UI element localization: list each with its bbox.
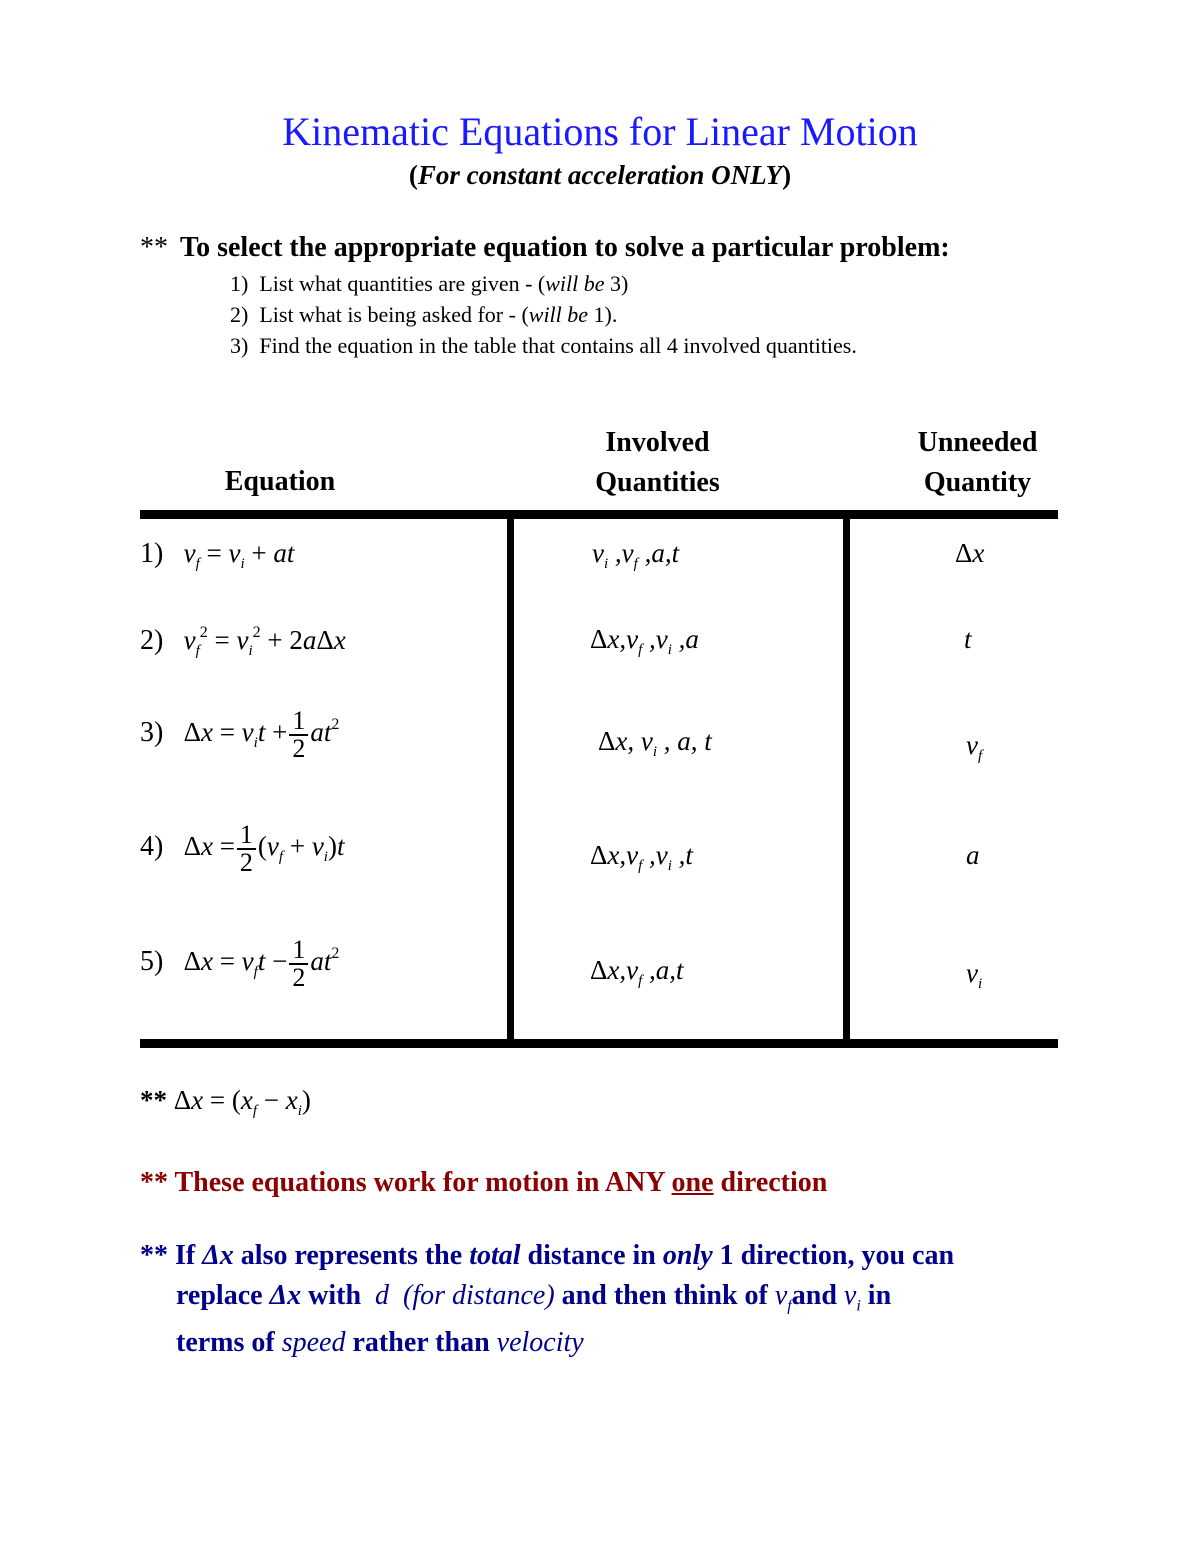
step-tail: 3) xyxy=(604,271,629,296)
note-stars: ** xyxy=(140,1085,167,1115)
note-direction xyxy=(140,1165,827,1201)
steps-list xyxy=(230,268,857,361)
step-tail: 1). xyxy=(588,302,618,327)
table-row-unneeded: a xyxy=(966,840,980,870)
vi-symbol: v xyxy=(843,1280,857,1311)
table-row-unneeded: $v_f$ xyxy=(966,730,983,764)
table-row-equation: 1) $v_f = v_i$ + at xyxy=(140,538,295,572)
distance-parenthetical: (for distance) xyxy=(403,1280,555,1311)
row-number: 5) xyxy=(140,946,164,978)
table-row-equation: 4) Δx = $\frac{1}{2}$ $(v_f + v_i)t$ xyxy=(140,820,345,877)
vf-subscript: f xyxy=(787,1297,792,1315)
note-displacement: ** $\Delta x = (x_f - x_i)$ xyxy=(140,1085,311,1119)
subtitle-close-paren: ) xyxy=(782,160,792,190)
header-unneeded-line2: Quantity xyxy=(923,467,1032,498)
note-direction-text: These equations work for motion in ANY xyxy=(174,1167,672,1198)
step-text: List what is being asked for - ( xyxy=(259,302,529,327)
table-row-involved: $v_i$ $,v_f$ ,a,t xyxy=(592,538,680,572)
emphasis-total: total xyxy=(469,1240,521,1271)
header-unneeded xyxy=(870,423,1085,503)
emphasis-speed: speed xyxy=(281,1326,346,1358)
step-text: List what quantities are given - ( xyxy=(259,271,546,296)
header-involved-line2: Quantities xyxy=(595,467,720,498)
header-involved xyxy=(545,423,770,503)
table-row-involved: $\Delta x,v_f$ $,v_i$ ,t xyxy=(590,840,693,874)
table-row-involved: Δx, $v_i$ , a, t xyxy=(598,726,712,760)
fraction-half: $\frac{1}{2}$ xyxy=(237,822,256,876)
table-row-unneeded: Δx xyxy=(955,538,985,568)
text-span: in xyxy=(860,1280,892,1311)
step-item xyxy=(230,299,857,330)
text-span: with xyxy=(301,1280,369,1311)
text-span: replace xyxy=(176,1280,270,1311)
note-distance xyxy=(140,1238,1140,1361)
step-text: Find the equation in the table that contains all 4 involved quantities. xyxy=(259,333,857,358)
fraction-half: $\frac{1}{2}$ xyxy=(289,937,308,991)
text-span: also represents the xyxy=(233,1240,470,1271)
page-title: Kinematic Equations for Linear Motion xyxy=(282,109,918,154)
note-distance-line3 xyxy=(140,1325,1140,1361)
table-divider-2 xyxy=(843,518,850,1042)
step-num: 2) xyxy=(230,302,249,327)
subtitle xyxy=(0,157,1200,193)
note-stars: ** xyxy=(140,1240,168,1271)
text-span: and then think of xyxy=(554,1280,775,1311)
emphasis-velocity: velocity xyxy=(496,1326,584,1358)
text-span: and xyxy=(791,1280,844,1311)
step-item xyxy=(230,330,857,361)
table-row-involved: $\Delta x,v_f$ $,v_i$ ,a xyxy=(590,624,699,658)
intro-line xyxy=(140,228,950,268)
table-row-involved: $\Delta x,v_f$ ,a,t xyxy=(590,955,684,989)
fraction-half: $\frac{1}{2}$ xyxy=(289,708,308,762)
delta-x-symbol: Δx xyxy=(202,1240,234,1271)
row-number: 3) xyxy=(140,717,164,749)
distance-symbol: d xyxy=(375,1280,390,1311)
header-equation: Equation xyxy=(224,466,336,497)
text-span: rather than xyxy=(345,1326,497,1358)
text-span: 1 direction, you can xyxy=(712,1240,955,1271)
text-span: If xyxy=(175,1240,203,1271)
step-item xyxy=(230,268,857,299)
table-top-rule xyxy=(140,510,1058,519)
header-unneeded-line1: Unneeded xyxy=(917,427,1038,458)
intro-stars: ** xyxy=(140,232,168,263)
note-distance-line2 xyxy=(140,1278,1140,1325)
table-row-equation: 2) $v_f^2 = v_i^2 + 2a\Delta x$ xyxy=(140,624,346,659)
table-row-unneeded: t xyxy=(964,624,972,654)
text-span: distance in xyxy=(520,1240,663,1271)
delta-x-symbol: Δx xyxy=(269,1280,302,1311)
note-distance-line1 xyxy=(140,1238,1140,1274)
row-number: 1) xyxy=(140,538,164,569)
vf-symbol: v xyxy=(774,1280,788,1311)
note-direction-tail: direction xyxy=(713,1167,828,1198)
row-number: 2) xyxy=(140,625,164,656)
text-span: terms of xyxy=(176,1326,282,1358)
table-row-equation: 3) $\Delta x = v_it$ + $\frac{1}{2}$ $at^2$ xyxy=(140,706,340,763)
step-italic: will be xyxy=(528,302,589,327)
table-row-unneeded: $v_i$ xyxy=(966,958,983,992)
step-num: 1) xyxy=(230,271,249,296)
vi-subscript: i xyxy=(856,1297,861,1315)
emphasis-only: only xyxy=(662,1240,713,1271)
table-bottom-rule xyxy=(140,1039,1058,1048)
row-number: 4) xyxy=(140,831,164,863)
intro-text: To select the appropriate equation to solve a particular problem: xyxy=(180,232,950,263)
subtitle-text: For constant acceleration ONLY xyxy=(417,160,783,190)
note-stars: ** xyxy=(140,1167,168,1198)
step-num: 3) xyxy=(230,333,249,358)
subtitle-open-paren: ( xyxy=(408,160,418,190)
table-row-equation: 5) $\Delta x = v_ft$ − $\frac{1}{2}$ $at^2$ xyxy=(140,935,340,992)
note-direction-underlined: one xyxy=(671,1167,714,1198)
step-italic: will be xyxy=(545,271,605,296)
header-involved-line1: Involved xyxy=(605,427,710,458)
table-divider-1 xyxy=(507,518,514,1042)
